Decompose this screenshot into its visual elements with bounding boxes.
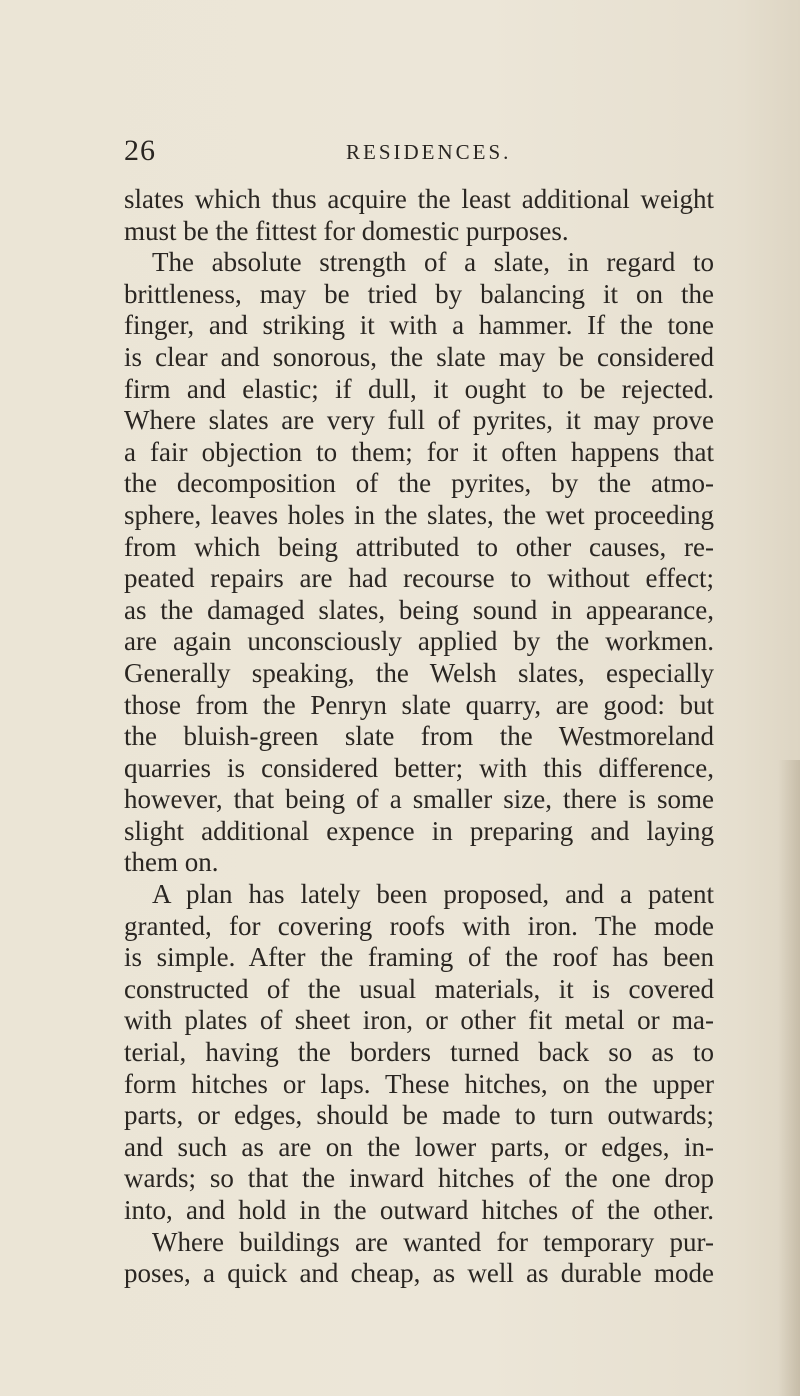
text-line: form hitches or laps. These hitches, on the upper: [124, 1068, 714, 1099]
text-line: The absolute strength of a slate, in regard to: [152, 247, 714, 278]
text-line: sphere, leaves holes in the slates, the wet proceeding: [124, 499, 714, 530]
page-edge-shadow: [778, 760, 800, 1396]
text-line: those from the Penryn slate quarry, are good: but: [124, 689, 714, 720]
text-line: are again unconsciously applied by the workmen.: [124, 626, 714, 657]
text-line: parts, or edges, should be made to turn outwards;: [124, 1100, 714, 1131]
text-line: granted, for covering roofs with iron. The mode: [124, 910, 714, 941]
text-line: into, and hold in the outward hitches of the other.: [124, 1195, 714, 1225]
text-line: brittleness, may be tried by balancing it on the: [124, 278, 714, 309]
text-line: constructed of the usual materials, it is covered: [124, 973, 714, 1004]
text-line: however, that being of a smaller size, there is some: [124, 784, 714, 815]
text-line: peated repairs are had recourse to without effect;: [124, 563, 714, 594]
text-line: as the damaged slates, being sound in appearance,: [124, 594, 714, 625]
text-line: the bluish-green slate from the Westmoreland: [124, 721, 714, 752]
text-line: Where buildings are wanted for temporary pur-: [152, 1226, 714, 1257]
text-line: is clear and sonorous, the slate may be considered: [124, 341, 714, 372]
text-line: quarries is considered better; with this difference,: [124, 752, 714, 783]
text-line: them on.: [124, 847, 219, 878]
text-line: poses, a quick and cheap, as well as durable mode: [124, 1258, 714, 1289]
text-line: finger, and striking it with a hammer. If the tone: [124, 310, 714, 341]
text-line: firm and elastic; if dull, it ought to be rejected.: [124, 373, 714, 404]
text-line: is simple. After the framing of the roof has been: [124, 942, 714, 973]
text-line: and such as are on the lower parts, or edges, in-: [124, 1131, 714, 1162]
text-line: with plates of sheet iron, or other fit metal or ma-: [124, 1005, 714, 1036]
text-line: a fair objection to them; for it often happens that: [124, 436, 714, 467]
text-line: from which being attributed to other causes, re-: [124, 531, 714, 562]
running-head: RESIDENCES.: [346, 140, 512, 164]
text-line: must be the fittest for domestic purposes.: [124, 215, 569, 246]
body-text: [124, 184, 714, 1290]
text-line: terial, having the borders turned back so as to: [124, 1037, 714, 1068]
text-line: slates which thus acquire the least additional weight: [124, 184, 714, 214]
page-header: [124, 134, 704, 174]
text-line: Generally speaking, the Welsh slates, especially: [124, 657, 714, 688]
page-number: 26: [124, 134, 156, 167]
text-line: the decomposition of the pyrites, by the atmo-: [124, 468, 714, 499]
text-line: wards; so that the inward hitches of the one drop: [124, 1163, 714, 1194]
text-line: slight additional expence in preparing and laying: [124, 815, 714, 846]
text-line: A plan has lately been proposed, and a patent: [152, 879, 714, 910]
text-line: Where slates are very full of pyrites, it may prove: [124, 405, 714, 436]
